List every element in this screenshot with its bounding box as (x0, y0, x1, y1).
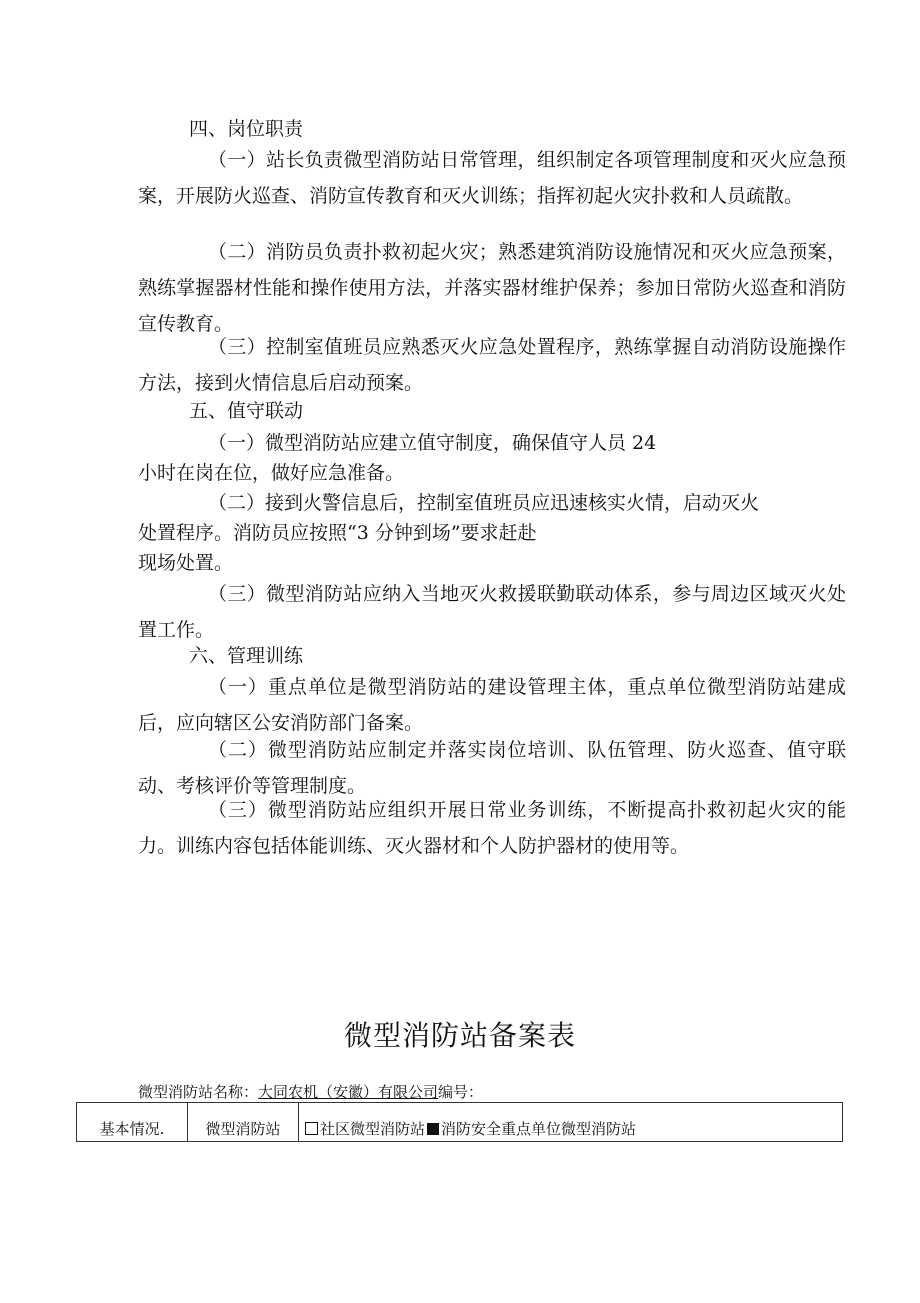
form-meta-line (138, 1081, 483, 1103)
station-type-options-cell (299, 1103, 843, 1142)
station-name-value: 大同农机（安徽）有限公司 (258, 1083, 439, 1101)
station-type-label-cell: 微型消防站 (188, 1103, 299, 1142)
form-title: 微型消防站备案表 (343, 1019, 576, 1052)
registration-table (76, 1102, 843, 1142)
section-heading-training: 六、管理训练 (189, 645, 304, 667)
paragraph-linkage-1-line-1: （一）微型消防站应建立值守制度，确保值守人员 24 (208, 432, 657, 454)
checked-box-icon[interactable] (427, 1123, 439, 1135)
paragraph-linkage-1-line-2: 小时在岗在位，做好应急准备。 (138, 462, 405, 484)
paragraph-duties-3: （三）控制室值班员应熟悉灭火应急处置程序，熟练掌握自动消防设施操作方法，接到火情信息后启动预案。 (138, 336, 846, 394)
basic-info-cell: 基本情况. (77, 1103, 188, 1142)
section-heading-duty-linkage: 五、值守联动 (189, 400, 304, 422)
paragraph-training-2: （二）微型消防站应制定并落实岗位培训、队伍管理、防火巡查、值守联动、考核评价等管理制度。 (138, 739, 846, 797)
paragraph-linkage-2-line-3: 现场处置。 (138, 552, 234, 574)
paragraph-duties-2: （二）消防员负责扑救初起火灾；熟悉建筑消防设施情况和灭火应急预案，熟练掌握器材性能和操作使用方法，并落实器材维护保养；参加日常防火巡查和消防宣传教育。 (138, 241, 846, 335)
paragraph-training-1: （一）重点单位是微型消防站的建设管理主体，重点单位微型消防站建成后，应向辖区公安消防部门备案。 (138, 676, 846, 734)
unchecked-box-icon[interactable] (305, 1122, 318, 1135)
paragraph-linkage-3: （三）微型消防站应纳入当地灭火救援联勤联动体系，参与周边区域灭火处置工作。 (138, 583, 846, 641)
paragraph-duties-1: （一）站长负责微型消防站日常管理，组织制定各项管理制度和灭火应急预案，开展防火巡查、消防宣传教育和灭火训练；指挥初起火灾扑救和人员疏散。 (138, 149, 846, 207)
form-number-label: 编号： (438, 1083, 484, 1101)
paragraph-linkage-2-line-2: 处置程序。消防员应按照“3 分钟到场”要求赶赴 (138, 522, 537, 544)
section-heading-duties: 四、岗位职责 (189, 118, 304, 140)
table-row (77, 1103, 843, 1142)
option-community-station: 社区微型消防站 (320, 1120, 426, 1138)
paragraph-linkage-2-line-1: （二）接到火警信息后，控制室值班员应迅速核实火情，启动灭火 (208, 492, 760, 514)
option-key-unit-station: 消防安全重点单位微型消防站 (441, 1120, 637, 1138)
station-name-label: 微型消防站名称： (138, 1083, 259, 1101)
paragraph-training-3: （三）微型消防站应组织开展日常业务训练，不断提高扑救初起火灾的能力。训练内容包括体能训练、灭火器材和个人防护器材的使用等。 (138, 799, 846, 857)
